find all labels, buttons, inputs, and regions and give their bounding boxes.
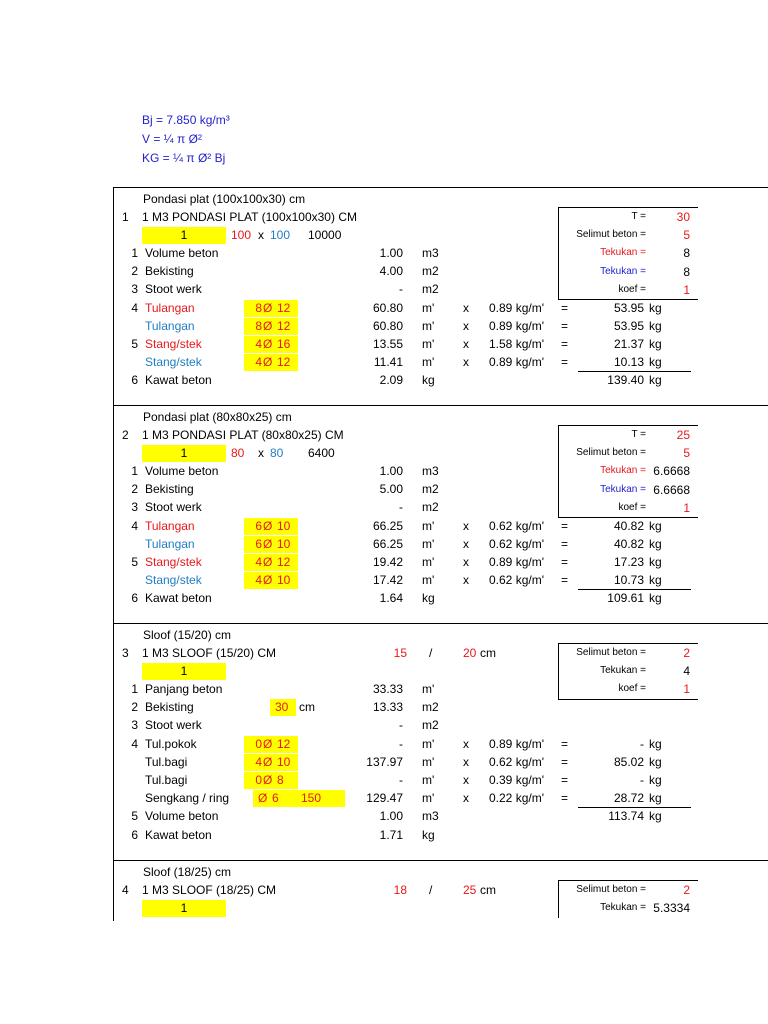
rebar-count: 0	[255, 736, 262, 751]
row-name: Sengkang / ring	[145, 791, 230, 806]
row-result: 21.37	[613, 337, 644, 351]
formula-bj: Bj = 7.850 kg/m³	[142, 113, 230, 127]
row-result: -	[640, 736, 644, 751]
dim-a: 18	[393, 883, 407, 897]
row-quantity: 33.33	[372, 682, 403, 696]
param-value: 25	[676, 428, 690, 442]
row-quantity: -	[399, 282, 403, 297]
section-header: Sloof (18/25) cm	[143, 865, 232, 879]
equals-sign: =	[561, 736, 569, 751]
param-label: Selimut beton =	[576, 884, 646, 895]
rebar-count: 6	[255, 536, 262, 551]
row-name: Panjang beton	[145, 682, 223, 696]
row-number: 2	[131, 482, 138, 497]
section-number: 3	[122, 646, 129, 660]
row-number: 4	[131, 518, 138, 533]
row-unit: m2	[422, 282, 439, 297]
result-unit: kg	[649, 736, 662, 751]
times-sign: x	[463, 318, 469, 333]
sub-one: 1	[180, 228, 188, 242]
param-label: Tekukan =	[600, 483, 646, 495]
rebar-count: 0	[255, 773, 262, 787]
row-number: 3	[131, 500, 138, 515]
row-quantity: 13.33	[372, 700, 403, 715]
row-name: Bekisting	[145, 482, 194, 497]
row-unit: m'	[422, 536, 435, 551]
diameter-symbol: Ø	[258, 791, 268, 806]
diameter-symbol: Ø	[263, 337, 273, 351]
param-value: 8	[683, 246, 690, 261]
bekisting-value: 30	[275, 700, 289, 715]
row-name: Stoot werk	[145, 282, 202, 297]
unit-weight: 0.89 kg/m'	[489, 555, 544, 569]
times-sign: x	[463, 736, 469, 751]
row-number	[120, 754, 138, 770]
row-result: 10.73	[613, 573, 644, 588]
param-label: Selimut beton =	[576, 229, 646, 241]
times-sign: x	[463, 555, 469, 569]
row-quantity: 137.97	[366, 754, 403, 769]
dim-a: 100	[231, 228, 252, 242]
row-unit: m3	[422, 809, 439, 824]
times-sign: x	[463, 518, 469, 533]
param-label: Tekukan =	[600, 247, 646, 259]
section-title: 1 M3 PONDASI PLAT (100x100x30) CM	[142, 210, 357, 224]
row-result: 53.95	[613, 300, 644, 315]
rebar-diameter: 10	[277, 573, 291, 588]
section-number: 1	[122, 210, 129, 224]
row-number: 6	[131, 373, 138, 388]
row-quantity: -	[399, 718, 403, 733]
row-number	[120, 318, 138, 334]
row-unit: m'	[422, 573, 435, 588]
row-name: Kawat beton	[145, 827, 212, 842]
param-label: T =	[631, 211, 646, 222]
unit-weight: 1.58 kg/m'	[489, 337, 544, 351]
row-result: 40.82	[613, 536, 644, 551]
row-number: 2	[131, 700, 138, 715]
result-unit: kg	[649, 318, 662, 333]
param-value: 5.3334	[653, 901, 690, 916]
row-unit: kg	[422, 591, 435, 606]
rebar-count: 8	[255, 300, 262, 315]
section-title: 1 M3 SLOOF (18/25) CM	[142, 883, 277, 897]
row-unit: m'	[422, 754, 435, 769]
rebar-diameter: 12	[277, 300, 291, 315]
row-unit: m2	[422, 264, 439, 279]
row-quantity: 1.00	[379, 246, 403, 260]
row-quantity: 1.71	[379, 827, 403, 842]
times-sign: x	[463, 355, 469, 370]
row-quantity: 11.41	[373, 355, 403, 370]
row-quantity: 1.00	[379, 809, 403, 824]
dim-x: x	[258, 228, 264, 242]
diameter-symbol: Ø	[263, 355, 273, 370]
row-unit: m2	[422, 700, 439, 715]
equals-sign: =	[561, 337, 569, 351]
unit-weight: 0.62 kg/m'	[489, 536, 544, 551]
rebar-count: 4	[255, 754, 262, 769]
rebar-count: 8	[255, 318, 262, 333]
param-value: 2	[683, 883, 690, 897]
result-unit: kg	[649, 591, 662, 606]
row-name: Bekisting	[145, 264, 194, 279]
sub-one: 1	[180, 446, 188, 460]
equals-sign: =	[561, 555, 569, 569]
row-name: Volume beton	[145, 809, 219, 824]
equals-sign: =	[561, 300, 569, 315]
row-result: 109.61	[607, 591, 644, 606]
rebar-count: 4	[255, 337, 262, 351]
row-name: Tulangan	[145, 518, 195, 533]
result-unit: kg	[649, 337, 662, 351]
row-number	[120, 790, 138, 806]
result-unit: kg	[649, 791, 662, 806]
dim-b: 20	[463, 646, 477, 660]
row-unit: m'	[422, 300, 435, 315]
times-sign: x	[463, 573, 469, 588]
diameter-symbol: Ø	[263, 300, 273, 315]
row-quantity: -	[399, 773, 403, 787]
param-value: 30	[676, 210, 690, 224]
row-result: 17.23	[613, 555, 644, 569]
dim-a: 80	[231, 446, 245, 460]
row-name: Tulangan	[145, 536, 195, 551]
unit-weight: 0.89 kg/m'	[489, 736, 544, 751]
section-number: 4	[122, 883, 129, 897]
row-unit: m'	[422, 736, 435, 751]
dim-slash: /	[429, 646, 433, 660]
row-quantity: 2.09	[379, 373, 403, 388]
row-name: Volume beton	[145, 246, 219, 260]
dim-b: 80	[270, 446, 284, 460]
row-number: 5	[131, 337, 138, 351]
row-name: Stang/stek	[145, 337, 202, 351]
row-quantity: 60.80	[372, 300, 403, 315]
row-quantity: 66.25	[372, 536, 403, 551]
param-value: 2	[683, 646, 690, 660]
diameter-symbol: Ø	[263, 536, 273, 551]
row-quantity: 5.00	[379, 482, 403, 497]
diameter-symbol: Ø	[263, 555, 273, 569]
diameter-symbol: Ø	[263, 573, 273, 588]
param-label: Tekukan =	[600, 902, 646, 914]
row-result: 113.74	[608, 809, 644, 824]
dim-unit: cm	[480, 646, 496, 660]
dim-product: 6400	[308, 446, 335, 460]
row-quantity: 66.25	[372, 518, 403, 533]
result-unit: kg	[649, 355, 662, 370]
param-value: 1	[683, 282, 690, 297]
result-unit: kg	[649, 373, 662, 388]
row-name: Bekisting	[145, 700, 194, 715]
row-name: Tul.pokok	[145, 736, 197, 751]
result-unit: kg	[649, 573, 662, 588]
row-quantity: -	[399, 500, 403, 515]
rebar-diameter: 10	[277, 754, 291, 769]
row-quantity: 129.47	[366, 791, 403, 806]
row-name: Tul.bagi	[145, 754, 188, 769]
row-number: 4	[131, 300, 138, 315]
dim-a: 15	[393, 646, 407, 660]
formula-v: V = ¼ π Ø²	[142, 132, 202, 146]
unit-weight: 0.62 kg/m'	[489, 754, 544, 769]
row-number: 4	[131, 736, 138, 751]
result-unit: kg	[649, 773, 662, 787]
times-sign: x	[463, 536, 469, 551]
row-name: Volume beton	[145, 464, 219, 478]
equals-sign: =	[561, 355, 569, 370]
diameter-symbol: Ø	[263, 773, 273, 787]
row-unit: m'	[422, 791, 435, 806]
rebar-diameter: 12	[277, 555, 291, 569]
diameter-symbol: Ø	[263, 754, 273, 769]
equals-sign: =	[561, 791, 569, 806]
row-quantity: 19.42	[372, 555, 403, 569]
unit-weight: 0.22 kg/m'	[489, 791, 544, 806]
result-unit: kg	[649, 536, 662, 551]
rebar-count: 4	[255, 573, 262, 588]
param-value: 6.6668	[653, 464, 690, 479]
row-unit: kg	[422, 373, 435, 388]
row-quantity: 4.00	[379, 264, 403, 279]
row-result: 139.40	[607, 373, 644, 388]
equals-sign: =	[561, 518, 569, 533]
row-name: Tulangan	[145, 300, 195, 315]
equals-sign: =	[561, 573, 569, 588]
param-value: 5	[683, 228, 690, 243]
bekisting-unit: cm	[299, 700, 315, 715]
diameter-symbol: Ø	[263, 518, 273, 533]
result-unit: kg	[649, 809, 662, 824]
times-sign: x	[463, 300, 469, 315]
equals-sign: =	[561, 318, 569, 333]
param-value: 4	[683, 664, 690, 679]
row-quantity: 1.00	[379, 464, 403, 478]
row-name: Stoot werk	[145, 500, 202, 515]
section-header: Pondasi plat (100x100x30) cm	[143, 192, 306, 206]
row-number: 3	[131, 282, 138, 297]
param-label: Tekukan =	[600, 265, 646, 277]
row-quantity: 1.64	[379, 591, 403, 606]
row-number	[120, 536, 138, 552]
row-result: 85.02	[613, 754, 644, 769]
row-unit: m2	[422, 482, 439, 497]
dim-product: 10000	[308, 228, 342, 242]
rebar-count: 4	[255, 355, 262, 370]
row-name: Stang/stek	[145, 355, 202, 370]
row-unit: kg	[422, 827, 435, 842]
param-label: koef =	[618, 283, 646, 295]
dim-b: 100	[270, 228, 291, 242]
ring-spacing: 150	[301, 791, 322, 806]
unit-weight: 0.39 kg/m'	[489, 773, 544, 787]
row-name: Stang/stek	[145, 573, 202, 588]
row-result: 10.13	[613, 355, 644, 370]
row-unit: m'	[422, 682, 435, 696]
row-unit: m'	[422, 518, 435, 533]
section-header: Sloof (15/20) cm	[143, 628, 232, 642]
row-result: 53.95	[613, 318, 644, 333]
equals-sign: =	[561, 773, 569, 787]
equals-sign: =	[561, 536, 569, 551]
row-number: 6	[131, 827, 138, 842]
unit-weight: 0.89 kg/m'	[489, 355, 544, 370]
row-number	[120, 772, 138, 788]
result-unit: kg	[649, 518, 662, 533]
rebar-diameter: 16	[277, 337, 291, 351]
row-name: Stoot werk	[145, 718, 202, 733]
param-label: Selimut beton =	[576, 447, 646, 459]
row-quantity: -	[399, 736, 403, 751]
dim-b: 25	[463, 883, 477, 897]
row-unit: m'	[422, 773, 435, 787]
section-header: Pondasi plat (80x80x25) cm	[143, 410, 292, 424]
param-label: Tekukan =	[600, 465, 646, 477]
dim-unit: cm	[480, 883, 496, 897]
times-sign: x	[463, 773, 469, 787]
times-sign: x	[463, 791, 469, 806]
unit-weight: 0.89 kg/m'	[489, 300, 544, 315]
row-number: 1	[131, 246, 138, 260]
row-number: 1	[131, 682, 138, 696]
row-quantity: 13.55	[372, 337, 403, 351]
param-value: 8	[683, 264, 690, 279]
diameter-symbol: Ø	[263, 318, 273, 333]
ring-diameter: 6	[272, 791, 279, 806]
formula-kg: KG = ¼ π Ø² Bj	[142, 151, 226, 165]
param-label: koef =	[618, 683, 646, 695]
row-number: 5	[131, 555, 138, 569]
row-name: Stang/stek	[145, 555, 202, 569]
row-quantity: 17.42	[372, 573, 403, 588]
row-number: 5	[131, 809, 138, 824]
row-name: Kawat beton	[145, 591, 212, 606]
result-unit: kg	[649, 300, 662, 315]
section-title: 1 M3 PONDASI PLAT (80x80x25) CM	[142, 428, 344, 442]
row-number	[120, 354, 138, 370]
param-value: 5	[683, 446, 690, 461]
result-unit: kg	[649, 754, 662, 769]
rebar-diameter: 12	[277, 355, 291, 370]
section-number: 2	[122, 428, 129, 442]
section-title: 1 M3 SLOOF (15/20) CM	[142, 646, 277, 660]
unit-weight: 0.62 kg/m'	[489, 518, 544, 533]
param-label: T =	[631, 429, 646, 440]
row-number	[120, 572, 138, 588]
rebar-diameter: 8	[277, 773, 284, 787]
rebar-diameter: 10	[277, 536, 291, 551]
row-result: 40.82	[613, 518, 644, 533]
row-number: 1	[131, 464, 138, 478]
row-number: 6	[131, 591, 138, 606]
param-label: koef =	[618, 501, 646, 513]
param-value: 1	[683, 500, 690, 515]
rebar-diameter: 12	[277, 318, 291, 333]
row-unit: m3	[422, 464, 439, 478]
row-number: 3	[131, 718, 138, 733]
diameter-symbol: Ø	[263, 736, 273, 751]
row-quantity: 60.80	[372, 318, 403, 333]
row-name: Tul.bagi	[145, 773, 188, 787]
row-name: Kawat beton	[145, 373, 212, 388]
row-unit: m2	[422, 500, 439, 515]
rebar-diameter: 10	[277, 518, 291, 533]
dim-x: x	[258, 446, 264, 460]
sub-one: 1	[180, 664, 188, 678]
row-unit: m2	[422, 718, 439, 733]
unit-weight: 0.89 kg/m'	[489, 318, 544, 333]
param-value: 1	[683, 682, 690, 697]
row-unit: m3	[422, 246, 439, 260]
rebar-diameter: 12	[277, 736, 291, 751]
row-number: 2	[131, 264, 138, 279]
unit-weight: 0.62 kg/m'	[489, 573, 544, 588]
row-unit: m'	[422, 337, 435, 351]
rebar-count: 6	[255, 518, 262, 533]
row-result: -	[640, 773, 644, 787]
row-unit: m'	[422, 355, 435, 370]
param-value: 6.6668	[653, 482, 690, 497]
times-sign: x	[463, 337, 469, 351]
param-label: Tekukan =	[600, 665, 646, 677]
sub-one: 1	[180, 901, 188, 915]
result-unit: kg	[649, 555, 662, 569]
equals-sign: =	[561, 754, 569, 769]
times-sign: x	[463, 754, 469, 769]
dim-slash: /	[429, 883, 433, 897]
row-unit: m'	[422, 318, 435, 333]
row-name: Tulangan	[145, 318, 195, 333]
rebar-count: 4	[255, 555, 262, 569]
row-result: 28.72	[613, 791, 644, 806]
param-label: Selimut beton =	[576, 647, 646, 658]
row-unit: m'	[422, 555, 435, 569]
